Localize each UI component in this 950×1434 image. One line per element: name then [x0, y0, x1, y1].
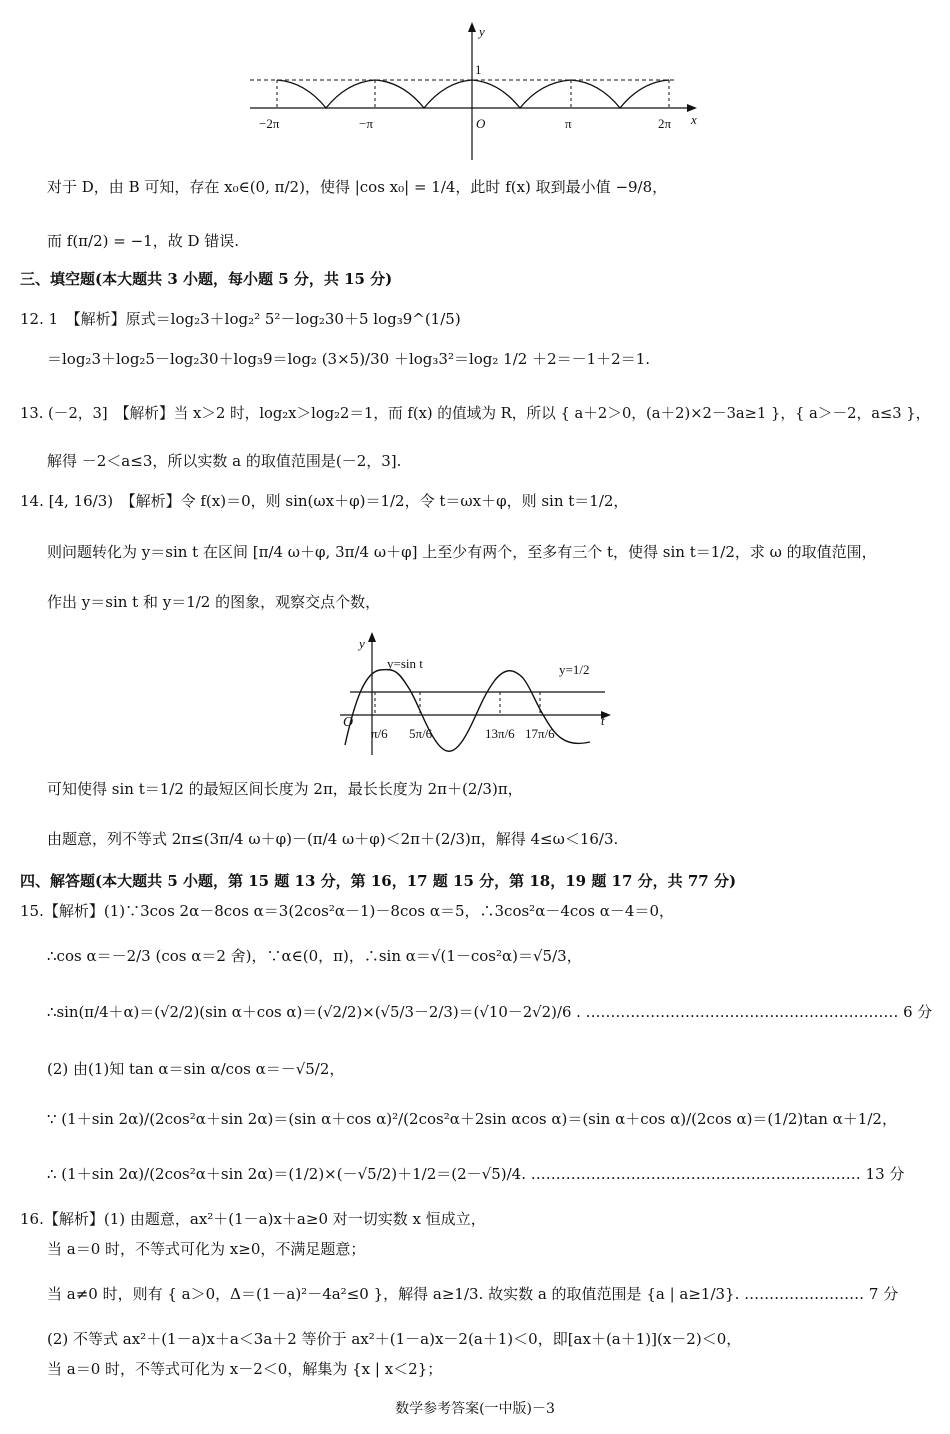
text-line: ∵ (1＋sin 2α)/(2cos²α＋sin 2α)＝(sin α＋cos α)²/(2cos²α＋2sin αcos α)＝(sin α＋cos α)/(2cos α)＝(1/2)tan α＋1/2， [47, 1110, 897, 1128]
text-line: 当 a≠0 时，则有 { a＞0，Δ＝(1－a)²－4a²≤0 }，解得 a≥1/3. 故实数 a 的取值范围是 {a | a≥1/3}. …………………… 7 分 [47, 1285, 899, 1303]
graph-x-arrow [687, 104, 697, 112]
text-line: 四、解答题(本大题共 5 小题，第 15 题 13 分，第 16，17 题 15 分，第 18，19 题 17 分，共 77 分) [20, 872, 737, 890]
text-line: 12. 1 【解析】原式＝log₂3＋log₂² 5²－log₂30＋5 log₃9^(1/5) [20, 310, 461, 328]
abs-cos-curve [277, 80, 669, 108]
text-line: ∴cos α＝－2/3 (cos α＝2 舍)，∵α∈(0，π)，∴sin α＝√(1－cos²α)＝√5/3， [47, 947, 582, 965]
sine-tick: 13π/6 [485, 726, 515, 741]
page-footer: 数学参考答案(一中版)－3 [395, 1401, 555, 1417]
sine-tick: 5π/6 [409, 726, 433, 741]
text-line: 三、填空题(本大题共 3 小题，每小题 5 分，共 15 分) [20, 270, 393, 288]
text-line: 作出 y＝sin t 和 y＝1/2 的图象，观察交点个数， [47, 593, 381, 611]
text-line: 14. [4, 16/3) 【解析】令 f(x)＝0，则 sin(ωx＋φ)＝1/2，令 t＝ωx＋φ，则 sin t＝1/2， [20, 492, 629, 510]
curve-label: y=sin t [387, 656, 423, 671]
graph-y-tick-1: 1 [475, 62, 482, 77]
sine-t-label: t [601, 713, 605, 728]
text-line: (2) 不等式 ax²＋(1－a)x＋a＜3a＋2 等价于 ax²＋(1－a)x－2(a＋1)＜0，即[ax＋(a＋1)](x－2)＜0， [47, 1330, 742, 1348]
text-line: 当 a＝0 时，不等式可化为 x－2＜0，解集为 {x | x＜2}； [47, 1360, 443, 1378]
text-line: 15.【解析】(1)∵3cos 2α－8cos α＝3(2cos²α－1)－8cos α＝5，∴3cos²α－4cos α－4＝0， [20, 902, 674, 920]
graph-x-tick: 2π [658, 116, 672, 131]
graph-y-label: y [479, 24, 485, 39]
sine-tick: 17π/6 [525, 726, 555, 741]
sine-y-label: y [359, 636, 365, 651]
text-line: 解得 －2＜a≤3，所以实数 a 的取值范围是(－2，3]. [47, 452, 402, 470]
text-line: 可知使得 sin t＝1/2 的最短区间长度为 2π，最长长度为 2π＋(2/3)π， [47, 780, 523, 798]
half-line-label: y=1/2 [559, 662, 590, 677]
sine-tick: π/6 [371, 726, 388, 741]
text-line: 由题意，列不等式 2π≤(3π/4 ω＋φ)－(π/4 ω＋φ)＜2π＋(2/3)π，解得 4≤ω＜16/3. [47, 830, 619, 848]
text-line: ∴ (1＋sin 2α)/(2cos²α＋sin 2α)＝(1/2)×(－√5/2)＋1/2＝(2－√5)/4. ………………………………………………………… 13 分 [47, 1165, 905, 1183]
graph-x-tick: −2π [259, 116, 280, 131]
sine-origin: O [343, 715, 354, 730]
text-line: ＝log₂3＋log₂5－log₂30＋log₃9＝log₂ (3×5)/30 ＋log₃3²＝log₂ 1/2 ＋2＝－1＋2＝1. [47, 350, 651, 368]
graph-y-arrow [468, 22, 476, 32]
sine-graph [335, 630, 625, 760]
text-line: 对于 D，由 B 可知，存在 x₀∈(0, π/2)，使得 |cos x₀| = 1/4，此时 f(x) 取到最小值 −9/8， [47, 178, 668, 196]
abs-cos-graph [245, 20, 705, 170]
text-line: 16.【解析】(1) 由题意，ax²＋(1－a)x＋a≥0 对一切实数 x 恒成立， [20, 1210, 486, 1228]
graph-origin: O [476, 116, 486, 131]
text-line: 当 a＝0 时，不等式可化为 x≥0，不满足题意； [47, 1240, 366, 1258]
text-line: 13. (－2，3] 【解析】当 x＞2 时，log₂x＞log₂2＝1，而 f(x) 的值域为 R，所以 { a＋2＞0，(a＋2)×2－3a≥1 }，{ a＞－2，a≤3 }， [20, 405, 931, 422]
graph-x-label: x [691, 112, 697, 127]
graph-x-tick: −π [359, 116, 373, 131]
text-line: ∴sin(π/4＋α)＝(√2/2)(sin α＋cos α)＝(√2/2)×(√5/3－2/3)＝(√10－2√2)/6 . ……………………………………………………… 6 分 [47, 1003, 933, 1021]
text-line: (2) 由(1)知 tan α＝sin α/cos α＝－√5/2， [47, 1060, 345, 1078]
sine-y-arrow [368, 632, 376, 642]
graph-x-tick: π [565, 116, 572, 131]
text-line: 则问题转化为 y＝sin t 在区间 [π/4 ω＋φ, 3π/4 ω＋φ] 上至少有两个，至多有三个 t，使得 sin t＝1/2，求 ω 的取值范围， [47, 543, 877, 561]
text-line: 而 f(π/2) = −1，故 D 错误. [47, 232, 240, 250]
